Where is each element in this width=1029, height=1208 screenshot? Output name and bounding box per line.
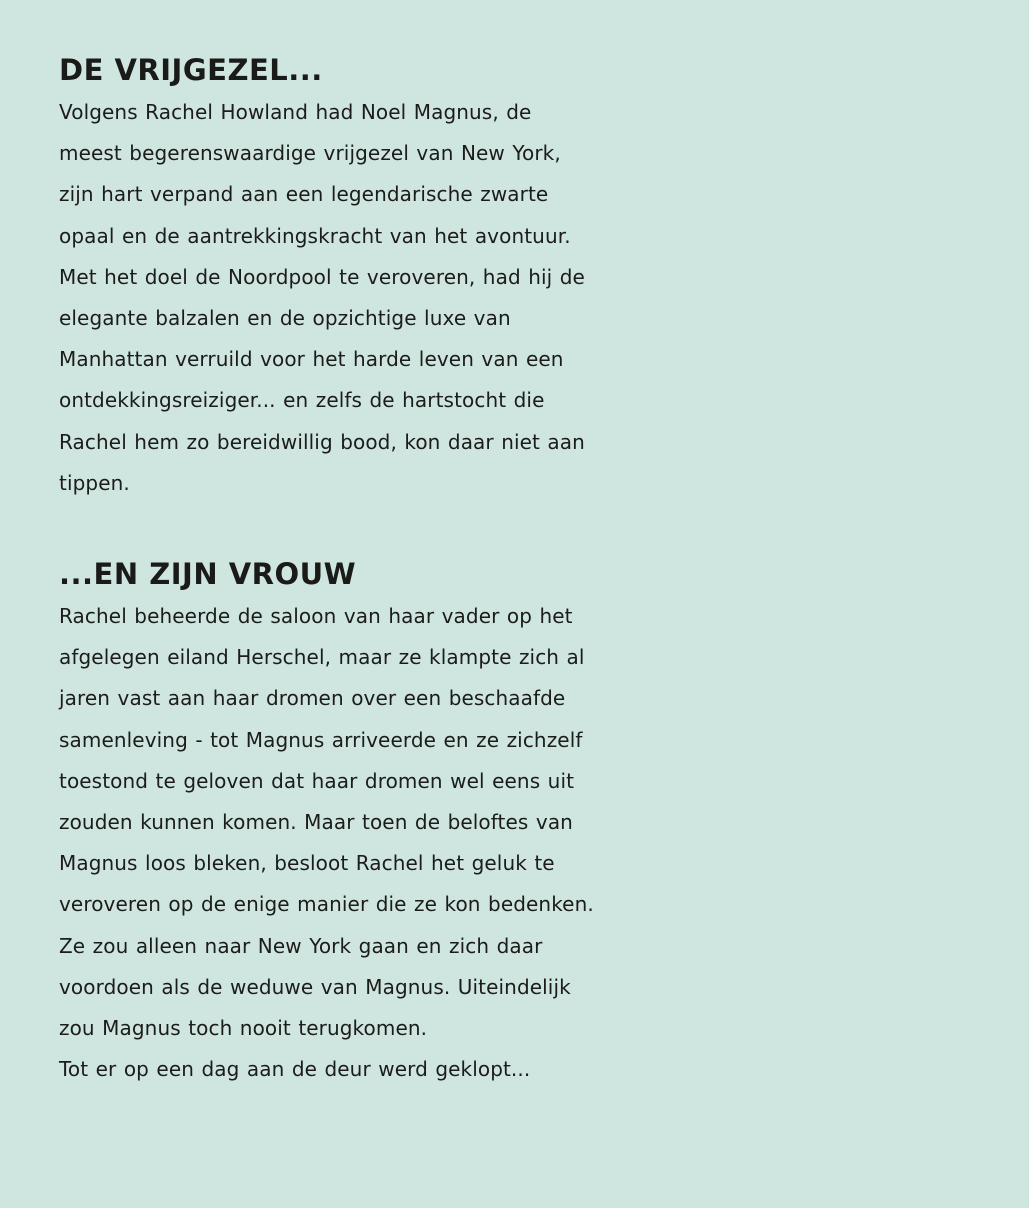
- text-line: Met het doel de Noordpool te veroveren, had hij de: [59, 264, 585, 289]
- text-line: Manhattan verruild voor het harde leven van een: [59, 347, 564, 372]
- text-line: Rachel hem zo bereidwillig bood, kon daar niet aan: [59, 429, 585, 454]
- section-heading: DE VRIJGEZEL...: [59, 53, 323, 87]
- text-line: ontdekkingsreiziger... en zelfs de hartstocht die: [59, 388, 545, 413]
- text-line: Rachel beheerde de saloon van haar vader op het: [59, 604, 573, 629]
- text-line: elegante balzalen en de opzichtige luxe van: [59, 306, 511, 331]
- text-line: Ze zou alleen naar New York gaan en zich daar: [59, 933, 543, 958]
- text-line: samenleving - tot Magnus arriveerde en ze zichzelf: [59, 727, 583, 752]
- text-line: Volgens Rachel Howland had Noel Magnus, de: [59, 100, 532, 124]
- text-line: zijn hart verpand aan een legendarische zwarte: [59, 182, 549, 207]
- text-line: meest begerenswaardige vrijgezel van New York,: [59, 141, 561, 166]
- text-line: zouden kunnen komen. Maar toen de beloftes van: [59, 810, 573, 835]
- text-line: Tot er op een dag aan de deur werd geklopt...: [59, 1057, 531, 1082]
- section-wife: [59, 552, 1019, 1090]
- text-line: toestond te geloven dat haar dromen wel eens uit: [59, 768, 575, 793]
- text-line: zou Magnus toch nooit terugkomen.: [59, 1016, 428, 1041]
- text-line: jaren vast aan haar dromen over een beschaafde: [59, 686, 566, 711]
- text-line: voordoen als de weduwe van Magnus. Uiteindelijk: [59, 974, 571, 999]
- text-line: veroveren op de enige manier die ze kon bedenken.: [59, 892, 594, 917]
- section-bachelor: [59, 48, 1019, 504]
- text-line: Magnus loos bleken, besloot Rachel het geluk te: [59, 851, 555, 876]
- section-body: [59, 92, 1019, 504]
- section-heading: ...EN ZIJN VROUW: [59, 557, 357, 592]
- text-line: afgelegen eiland Herschel, maar ze klampte zich al: [59, 645, 585, 670]
- text-line: opaal en de aantrekkingskracht van het avontuur.: [59, 223, 571, 248]
- text-line: tippen.: [59, 470, 130, 495]
- section-body: [59, 596, 1019, 1090]
